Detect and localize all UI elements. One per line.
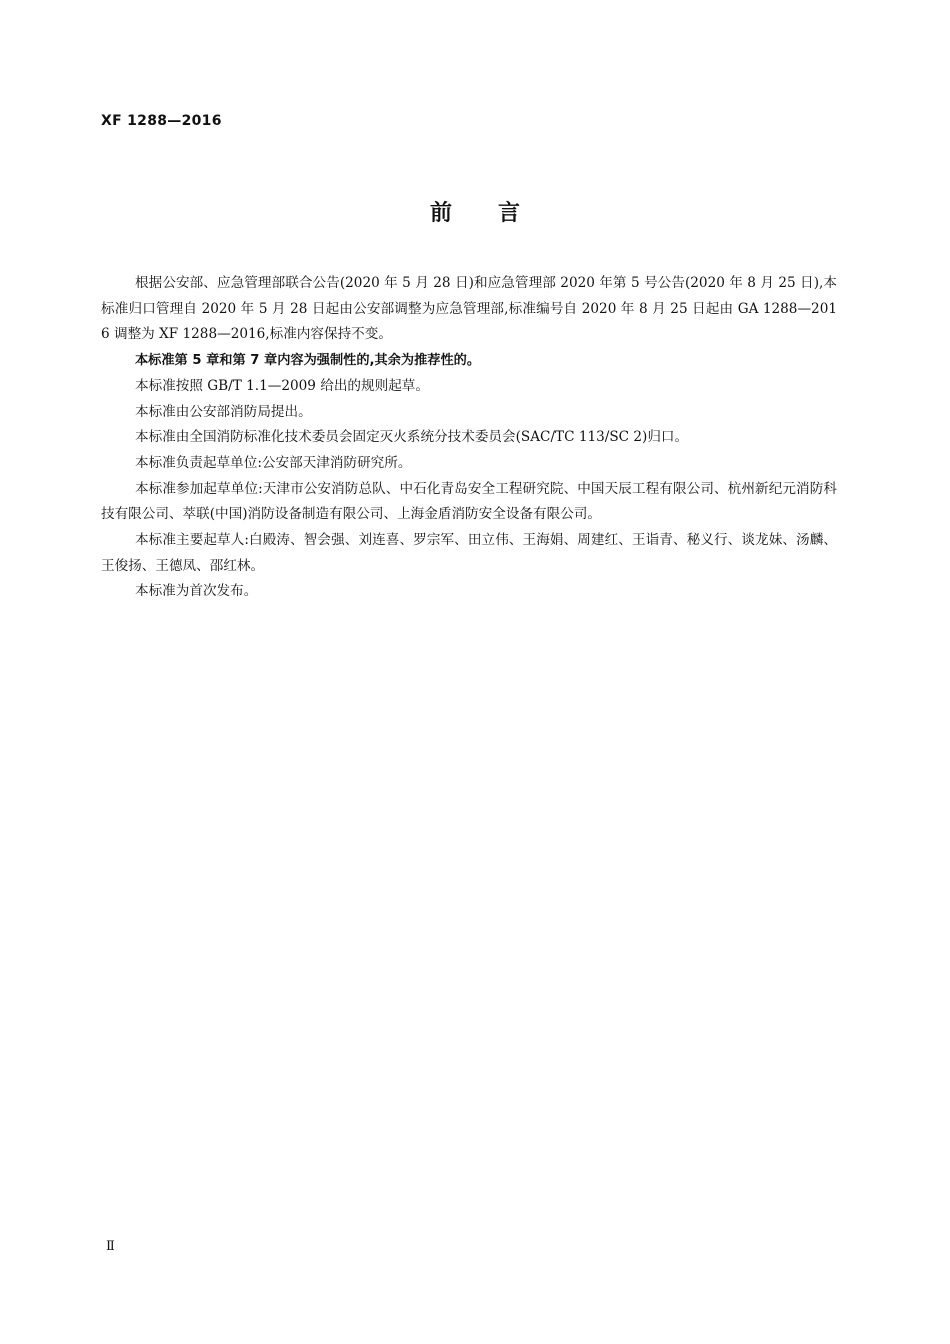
- paragraph-drafting-rules: 本标准按照 GB/T 1.1—2009 给出的规则起草。: [135, 377, 429, 394]
- paragraph-committee: 本标准由全国消防标准化技术委员会固定灭火系统分技术委员会(SAC/TC 113/SC 2)归口。: [135, 429, 689, 446]
- paragraph-announcement: 根据公安部、应急管理部联合公告(2020 年 5 月 28 日)和应急管理部 2020 年第 5 号公告(2020 年 8 月 25 日),本标准归口管理自 2020 年 5 月 28 日起由公安部调整为应急管理部,标准编号自 2020 年 8 月 25 日起由 GA 1288—2016 调整为 XF 1288—2016,标准内容保持不变。: [101, 275, 837, 343]
- foreword-body: [101, 271, 837, 605]
- paragraph-participating-drafters: 本标准参加起草单位:天津市公安消防总队、中石化青岛安全工程研究院、中国天辰工程有限公司、杭州新纪元消防科技有限公司、萃联(中国)消防设备制造有限公司、上海金盾消防安全设备有限公司。: [101, 480, 837, 523]
- paragraph-proposer: 本标准由公安部消防局提出。: [135, 403, 312, 420]
- paragraph-mandatory-chapters: 本标准第 5 章和第 7 章内容为强制性的,其余为推荐性的。: [135, 353, 481, 369]
- standard-code-header: XF 1288—2016: [101, 113, 222, 129]
- page-title: 前言: [429, 201, 566, 226]
- paragraph-main-drafters: 本标准主要起草人:白殿涛、智会强、刘连喜、罗宗军、田立伟、王海娟、周建红、王诣青、秘义行、谈龙妹、汤麟、王俊扬、王德凤、邵红林。: [101, 532, 837, 574]
- paragraph-lead-drafter: 本标准负责起草单位:公安部天津消防研究所。: [135, 454, 412, 471]
- paragraph-first-release: 本标准为首次发布。: [135, 583, 258, 600]
- page-number: Ⅱ: [106, 1239, 115, 1254]
